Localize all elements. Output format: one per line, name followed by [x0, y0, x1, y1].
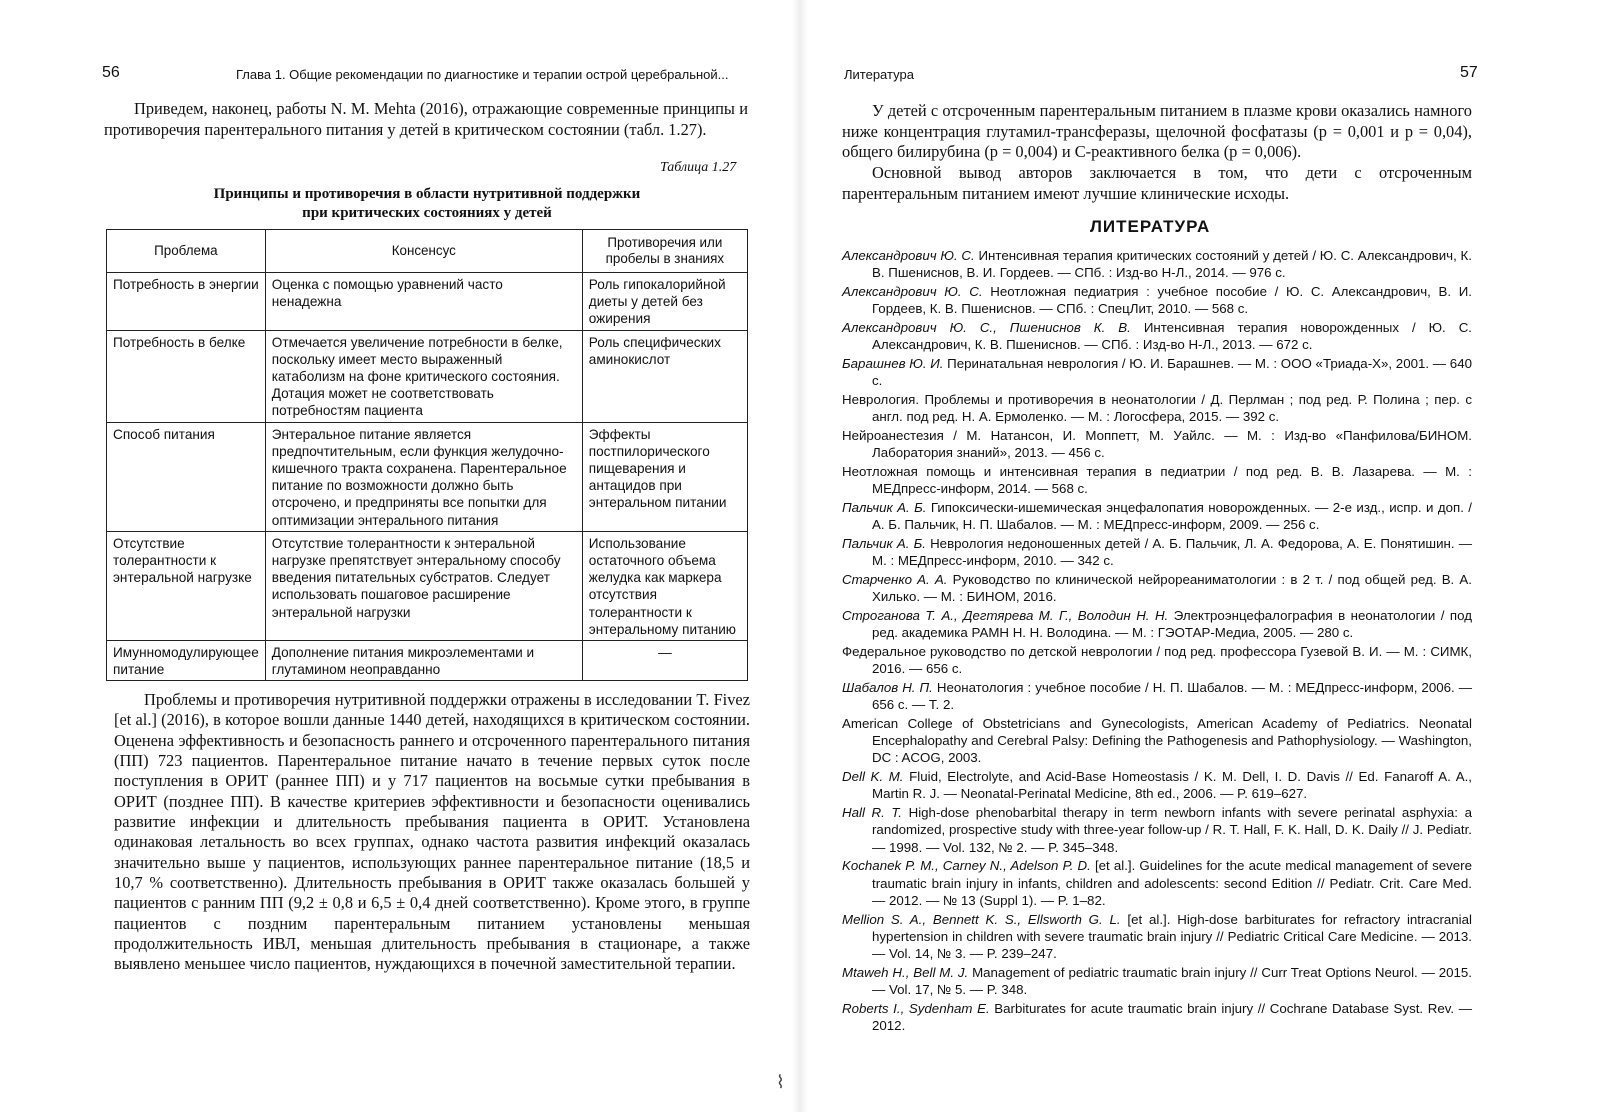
- table-cell: Отсутствие толерантности к энтеральной нагрузке: [107, 531, 266, 640]
- page-number-right: 57: [1460, 64, 1478, 81]
- reference-text: Федеральное руководство по детской неврологии / под ред. профессора Гузевой В. И. — М. : СИМК, 2016. — 656 с.: [842, 643, 1472, 677]
- reference-item: [842, 715, 1472, 767]
- reference-text: Гипоксически-ишемическая энцефалопатия новорожденных. — 2-е изд., испр. и доп. / А. Б. Пальчик, Н. П. Шабалов. — М. : МЕДпресс-информ, 2009. — 256 с.: [872, 499, 1472, 533]
- reference-list: [842, 247, 1472, 1036]
- table-header-cell: Консенсус: [265, 230, 582, 273]
- reference-text: Management of pediatric traumatic brain injury // Curr Treat Options Neurol. — 2015. — Vol. 17, № 5. — P. 348.: [872, 964, 1472, 998]
- reference-author: Mellion S. A., Bennett K. S., Ellsworth G. L.: [842, 911, 1121, 927]
- reference-item: [842, 643, 1472, 678]
- reference-item: [842, 499, 1472, 534]
- page-number-left: 56: [102, 64, 120, 81]
- reference-author: Шабалов Н. П.: [842, 679, 933, 695]
- nutrition-table: [106, 229, 748, 681]
- table-cell: Роль специфических аминокислот: [582, 330, 747, 422]
- reference-author: Hall R. T.: [842, 805, 902, 821]
- reference-text: Интенсивная терапия новорожденных / Ю. С. Александрович, К. В. Пшениснов. — СПб. : Изд-во Н-Л., 2013. — 672 с.: [872, 319, 1472, 353]
- body-paragraph: [114, 690, 750, 975]
- reference-text: American College of Obstetricians and Gynecologists, American Academy of Pediatrics. Neonatal Encephalopathy and Cerebral Palsy: Defining the Pathogenesis and Pathophysiology. — Washington, DC : ACOG, 2003.: [842, 715, 1472, 766]
- reference-item: [842, 427, 1472, 462]
- table-cell: Имунномодулирующее питание: [107, 641, 266, 681]
- table-title-line2: при критических состояниях у детей: [302, 205, 552, 221]
- reference-author: Александрович Ю. С., Пшениснов К. В.: [842, 319, 1131, 335]
- table-cell: Потребность в энергии: [107, 273, 266, 331]
- table-row: [107, 422, 748, 531]
- table-cell: Энтеральное питание является предпочтительным, если функция желудочно-кишечного тракта сохранена. Парентеральное питание по возможности должно быть отсрочено, и предприняты все попытки для оптимизации энтерального питания: [265, 422, 582, 531]
- reference-item: [842, 463, 1472, 498]
- reference-item: [842, 607, 1472, 642]
- reference-text: Неврология недоношенных детей / А. Б. Пальчик, Л. А. Федорова, А. Е. Понятишин. — М. : МЕДпресс-информ, 2010. — 342 с.: [872, 535, 1472, 569]
- reference-text: Неврология. Проблемы и противоречия в неонатологии / Д. Перлман ; под ред. Р. Полина ; пер. с англ. под ред. Н. А. Ермоленко. — М. : Логосфера, 2015. — 392 с.: [842, 391, 1472, 425]
- reference-text: [et al.]. High-dose barbiturates for refractory intracranial hypertension in children with severe traumatic brain injury // Pediatric Critical Care Medicine. — 2013. — Vol. 14, № 3. — P. 239–247.: [872, 911, 1472, 962]
- reference-item: [842, 535, 1472, 570]
- table-cell: Отмечается увеличение потребности в белке, поскольку имеет место выраженный катаболизм на фоне критического состояния. Дотация может не соответствовать потребностям пациента: [265, 330, 582, 422]
- reference-text: Barbiturates for acute traumatic brain injury // Cochrane Database Syst. Rev. — 2012.: [872, 1000, 1473, 1034]
- reference-text: Руководство по клинической нейрореаниматологии : в 2 т. / под общей ред. В. А. Хилько. — М. : БИНОМ, 2016.: [872, 571, 1472, 605]
- intro-paragraph-text: Приведем, наконец, работы N. M. Mehta (2016), отражающие современные принципы и противоречия парентерального питания у детей в критическом состоянии (табл. 1.27).: [104, 99, 748, 139]
- reference-text: [et al.]. Guidelines for the acute medical management of severe traumatic brain injury in infants, children and adolescents: second Edition // Pediatr. Crit. Care Med. — 2012. — № 13 (Suppl 1). — P. 1–82.: [872, 858, 1472, 908]
- reference-author: Mtaweh H., Bell M. J.: [842, 964, 969, 980]
- reference-text: Интенсивная терапия критических состояний у детей / Ю. С. Александрович, К. В. Пшениснов, В. И. Гордеев. — СПб. : Изд-во Н-Л., 2014. — 976 с.: [872, 248, 1472, 281]
- reference-author: Dell K. M.: [842, 769, 904, 785]
- table-header-row: [107, 230, 748, 273]
- table-header-cell: Проблема: [107, 230, 266, 273]
- table-title: [106, 185, 748, 223]
- table-row: [107, 273, 748, 331]
- table-cell: Дополнение питания микроэлементами и глутамином неоправданно: [265, 641, 582, 681]
- reference-item: [842, 768, 1472, 803]
- reference-item: [842, 911, 1472, 963]
- table-row: [107, 641, 748, 681]
- table-cell: Эффекты постпилорического пищеварения и антацидов при энтеральном питании: [582, 422, 747, 531]
- body-paragraph-text: Проблемы и противоречия нутритивной поддержки отражены в исследовании T. Fivez [et al.] (2016), в которое вошли данные 1440 детей, находящихся в критическом состоянии. Оценена эффективность и безопасность раннего и отсроченного парентерального питания (ПП) 723 пациентов. Парентеральное питание начато в течение первых суток после поступления в ОРИТ (раннее ПП) и у 717 пациентов на восьмые сутки пребывания в ОРИТ (позднее ПП). В качестве критериев эффективности и безопасности оценивались развитие инфекции и длительность пребывания пациента в ОРИТ. Установлена одинаковая летальность во всех группах, однако частота развития инфекций оказалась значительно выше у пациентов, использующих раннее парентеральное питание (18,5 и 10,7 % соответственно). Длительность пребывания в ОРИТ также оказалась большей у пациентов с ранним ПП (9,2 ± 0,8 и 6,5 ± 0,4 дней соответственно). Кроме этого, в группе пациентов с поздним парентеральным питанием установлены меньшая продолжительность ИВЛ, меньшая длительность пребывания в стационаре, а также выявлено меньшее число пациентов, нуждающихся в почечной заместительной терапии.: [114, 690, 750, 974]
- table-row: [107, 330, 748, 422]
- reference-text: High-dose phenobarbital therapy in term newborn infants with severe perinatal asphyxia: a randomized, prospective study with three-year follow-up / R. T. Hall, F. K. Hall, D. K. Daily // J. Pediatr. — 1998. — Vol. 132, № 2. — P. 345–348.: [872, 805, 1472, 855]
- table-cell: Оценка с помощью уравнений часто ненадежна: [265, 273, 582, 331]
- table-title-line1: Принципы и противоречия в области нутритивной поддержки: [213, 186, 641, 202]
- reference-item: [842, 391, 1472, 426]
- reference-item: [842, 247, 1472, 282]
- reference-text: Fluid, Electrolyte, and Acid-Base Homeostasis / K. M. Dell, I. D. Davis // Ed. Fanaroff A. A., Martin R. J. — Neonatal-Perinatal Medicine, 8th ed., 2006. — P. 619–627.: [872, 769, 1472, 802]
- right-paragraph-1: [842, 101, 1472, 163]
- reference-author: Строганова Т. А., Дегтярева М. Г., Володин Н. Н.: [842, 607, 1169, 623]
- table-cell: Использование остаточного объема желудка как маркера отсутствия толерантности к энтеральному питанию: [582, 531, 747, 640]
- right-paragraph-2: [842, 163, 1472, 204]
- table-cell: Отсутствие толерантности к энтеральной нагрузке препятствует энтеральному способу введения питательных субстратов. Следует использовать пошаговое расширение энтеральной нагрузки: [265, 531, 582, 640]
- reference-text: Неонатология : учебное пособие / Н. П. Шабалов. — М. : МЕДпресс-информ, 2006. — 656 с. — Т. 2.: [872, 679, 1472, 713]
- reference-text: Неотложная педиатрия : учебное пособие / Ю. С. Александрович, В. И. Гордеев, К. В. Пшениснов. — СПб. : СпецЛит, 2010. — 568 с.: [872, 283, 1472, 317]
- running-header-left: Глава 1. Общие рекомендации по диагностике и терапии острой церебральной...: [236, 67, 729, 82]
- reference-item: [842, 679, 1472, 714]
- table-cell: Роль гипокалорийной диеты у детей без ожирения: [582, 273, 747, 331]
- table-cell: —: [582, 641, 747, 681]
- reference-author: Пальчик А. Б.: [842, 535, 926, 551]
- reference-item: [842, 355, 1472, 390]
- reference-item: [842, 283, 1472, 318]
- reference-text: Электроэнцефалография в неонатологии / под ред. академика РАМН Н. Н. Володина. — М. : ГЭОТАР-Медиа, 2005. — 280 с.: [872, 607, 1472, 641]
- reference-author: Александрович Ю. С.: [842, 283, 983, 299]
- reference-item: [842, 964, 1472, 999]
- reference-item: [842, 571, 1472, 606]
- reference-text: Перинатальная неврология / Ю. И. Барашнев. — М. : ООО «Триада-Х», 2001. — 640 с.: [872, 355, 1472, 389]
- intro-paragraph: [104, 99, 748, 140]
- reference-author: Старченко А. А.: [842, 571, 948, 587]
- reference-item: [842, 1000, 1472, 1035]
- reference-text: Неотложная помощь и интенсивная терапия в педиатрии / под ред. В. В. Лазарева. — М. : МЕДпресс-информ, 2014. — 568 с.: [842, 463, 1472, 497]
- right-paragraph-2-text: Основной вывод авторов заключается в том, что дети с отсроченным парентеральным питанием имеют лучшие клинические исходы.: [842, 163, 1472, 203]
- reference-author: Барашнев Ю. И.: [842, 355, 944, 371]
- reference-item: [842, 319, 1472, 354]
- reference-author: Kochanek P. M., Carney N., Adelson P. D.: [842, 858, 1091, 874]
- table-caption: Таблица 1.27: [660, 160, 737, 175]
- reference-text: Нейроанестезия / М. Натансон, И. Моппетт, М. Уайлс. — М. : Изд-во «Панфилова/БИНОМ. Лаборатория знаний», 2013. — 456 с.: [842, 427, 1472, 461]
- right-paragraph-1-text: У детей с отсроченным парентеральным питанием в плазме крови оказались намного ниже концентрация глутамил-трансферазы, щелочной фосфатазы (p = 0,001 и p = 0,04), общего билирубина (p = 0,004) и С-реактивного белка (p = 0,006).: [842, 101, 1472, 162]
- table-cell: Способ питания: [107, 422, 266, 531]
- scan-artifact: ⌇: [776, 1072, 785, 1092]
- reference-author: Пальчик А. Б.: [842, 499, 927, 515]
- running-header-right: Литература: [844, 67, 914, 82]
- table-cell: Потребность в белке: [107, 330, 266, 422]
- reference-item: [842, 804, 1472, 856]
- table-row: [107, 531, 748, 640]
- reference-author: Roberts I., Sydenham E.: [842, 1000, 990, 1016]
- table-header-cell: Противоречия или пробелы в знаниях: [582, 230, 747, 273]
- reference-author: Александрович Ю. С.: [842, 248, 975, 263]
- section-title: ЛИТЕРАТУРА: [1090, 217, 1211, 236]
- reference-item: [842, 857, 1472, 909]
